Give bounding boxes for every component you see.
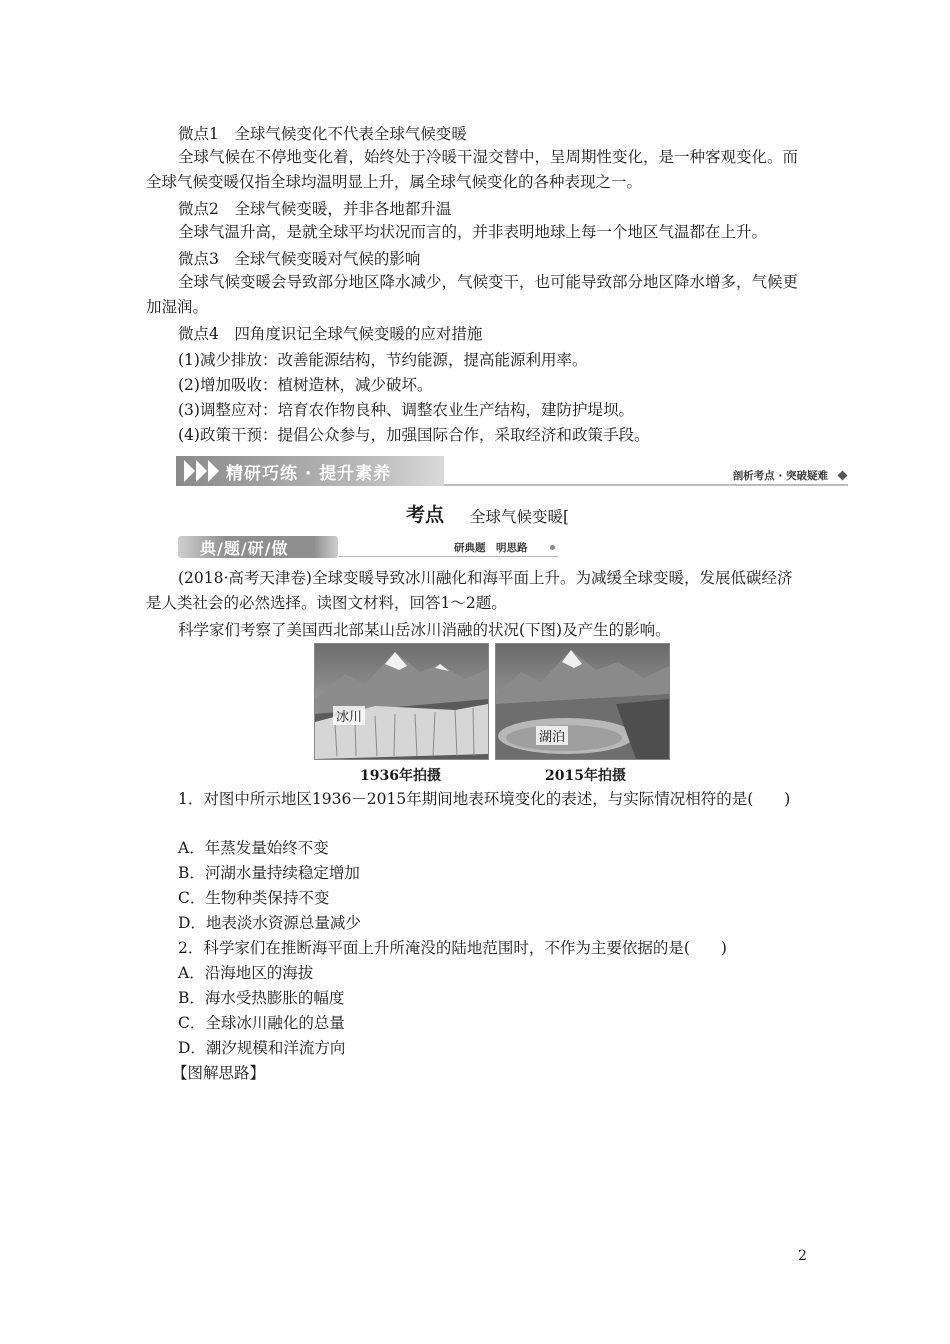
q1-option-c: C．生物种类保持不变 — [178, 889, 330, 907]
photo-1936 — [314, 643, 489, 760]
sub-banner-note: 研典题 明思路 — [454, 542, 528, 554]
point-1-body: 全球气候在不停地变化着，始终处于冷暖干湿交替中，呈周期性变化，是一种客观变化。而全球气候变暖仅指全球均温明显上升，属全球气候变化的各种表现之一。 — [146, 148, 799, 191]
dot-icon — [550, 545, 555, 550]
chevron-right-icon — [184, 460, 195, 482]
q2-option-c: C．全球冰川融化的总量 — [178, 1014, 345, 1032]
q1-option-b: B．河湖水量持续稳定增加 — [178, 864, 360, 882]
q2-option-b: B．海水受热膨胀的幅度 — [178, 989, 345, 1007]
photo-label-glacier: 冰川 — [333, 706, 365, 725]
point-1-label: 微点1 全球气候变化不代表全球气候变暖 — [178, 125, 467, 143]
question-1-stem: 1．对图中所示地区1936－2015年期间地表环境变化的表述，与实际情况相符的是( ) — [178, 790, 791, 808]
material-text: 科学家们考察了美国西北部某山岳冰川消融的状况(下图)及产生的影响。 — [178, 621, 671, 639]
chevron-right-icon — [208, 460, 219, 482]
sub-banner — [178, 534, 558, 560]
point-2-label: 微点2 全球气候变暖，并非各地都升温 — [178, 200, 452, 218]
measure-4: (4)政策干预：提倡公众参与，加强国际合作，采取经济和政策手段。 — [178, 426, 650, 444]
q1-option-a: A．年蒸发量始终不变 — [178, 839, 329, 857]
q2-option-a: A．沿海地区的海拔 — [178, 964, 314, 982]
glacier-photo-image — [315, 644, 488, 759]
photo-caption-2015: 2015年拍摄 — [545, 768, 626, 784]
question-intro: (2018·高考天津卷)全球变暖导致冰川融化和海平面上升。为减缓全球变暖，发展低碳经济是人类社会的必然选择。读图文材料，回答1～2题。 — [146, 569, 793, 612]
banner-rule — [444, 484, 848, 486]
chevron-right-icon — [196, 460, 207, 482]
photo-2015 — [495, 643, 670, 760]
q2-option-d: D．潮汐规模和洋流方向 — [178, 1039, 346, 1057]
kaodian-label: 考点 — [406, 504, 445, 526]
banner-subtitle: 剖析考点 · 突破疑难 — [732, 470, 828, 482]
measure-1: (1)减少排放：改善能源结构，节约能源，提高能源利用率。 — [178, 351, 588, 369]
analysis-label: 【图解思路】 — [172, 1064, 266, 1082]
page-number: 2 — [798, 1248, 807, 1264]
sub-banner-title: 典/题/研/做 — [200, 539, 289, 558]
banner-title: 精研巧练 · 提升素养 — [226, 464, 392, 484]
question-2-stem: 2．科学家们在推断海平面上升所淹没的陆地范围时，不作为主要依据的是( ) — [178, 939, 727, 957]
photo-caption-1936: 1936年拍摄 — [360, 768, 441, 784]
sub-banner-rule — [338, 556, 558, 557]
lake-photo-image — [496, 644, 669, 759]
photo-label-lake: 湖泊 — [536, 726, 568, 745]
measure-2: (2)增加吸收：植树造林，减少破坏。 — [178, 376, 433, 394]
q1-option-d: D．地表淡水资源总量减少 — [178, 914, 361, 932]
point-2-body: 全球气温升高，是就全球平均状况而言的，并非表明地球上每一个地区气温都在上升。 — [178, 223, 768, 241]
diamond-icon — [838, 471, 848, 481]
measure-3: (3)调整应对：培育农作物良种、调整农业生产结构，建防护堤坝。 — [178, 401, 634, 419]
point-4-label: 微点4 四角度识记全球气候变暖的应对措施 — [178, 325, 483, 343]
kaodian-topic: 全球气候变暖[ — [470, 508, 570, 526]
point-3-body: 全球气候变暖会导致部分地区降水减少，气候变干，也可能导致部分地区降水增多，气候更加湿润。 — [146, 273, 799, 316]
section-banner — [176, 456, 848, 490]
point-3-label: 微点3 全球气候变暖对气候的影响 — [178, 250, 421, 268]
